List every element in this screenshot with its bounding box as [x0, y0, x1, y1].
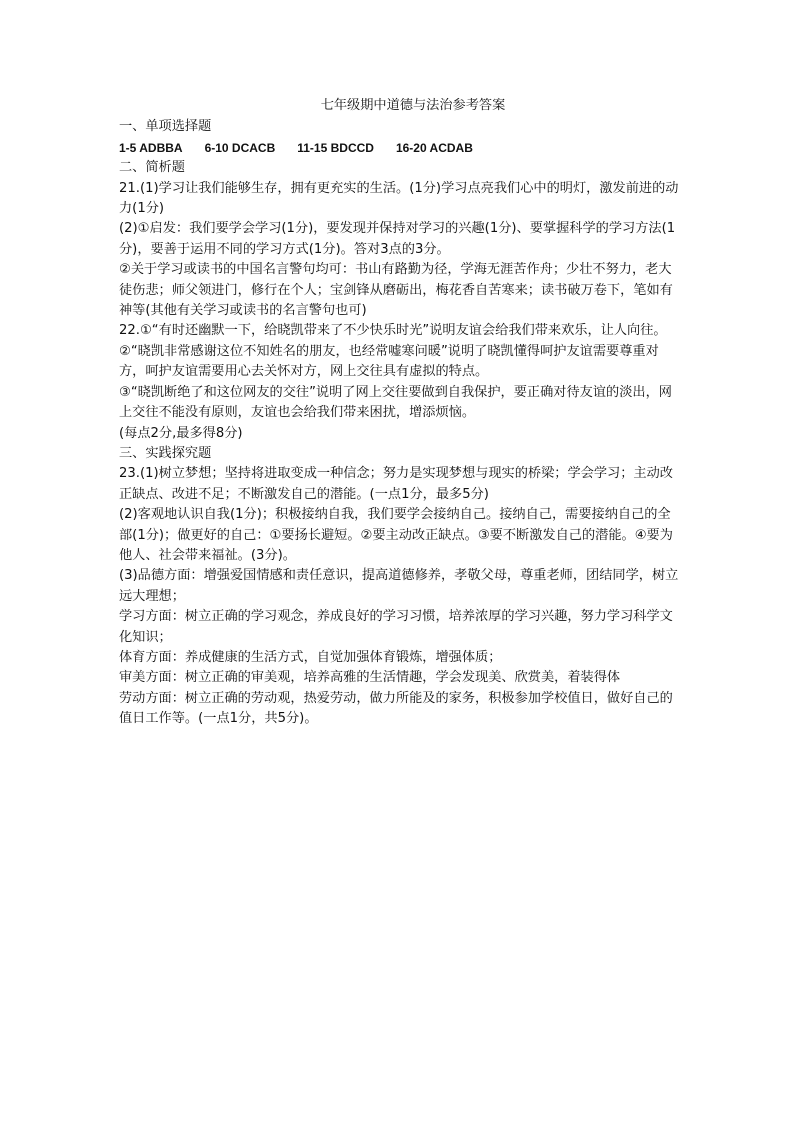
q23-study: 学习方面：树立正确的学习观念，养成良好的学习习惯，培养浓厚的学习兴趣，努力学习科学文化知识；: [119, 609, 673, 645]
q21-part1: 21.(1)学习让我们能够生存，拥有更充实的生活。(1分)学习点亮我们心中的明灯，激发前进的动力(1分): [119, 180, 679, 217]
q21-quotes: ②关于学习或读书的中国名言警句均可：书山有路勤为径，学海无涯苦作舟；少壮不努力，老大徒伤悲；师父领进门，修行在个人；宝剑锋从磨砺出，梅花香自苦寒来；读书破万卷下，笔如有神等(其他有关学习或读书的名言警句也可): [119, 262, 673, 319]
q23-part3-moral: (3)品德方面：增强爱国情感和责任意识，提高道德修养，孝敬父母，尊重老师，团结同学，树立远大理想；: [119, 568, 679, 604]
q21-part2: (2)①启发：我们要学会学习(1分)，要发现并保持对学习的兴趣(1分)、要掌握科学的学习方法(1分)，要善于运用不同的学习方式(1分)。答对3点的3分。: [119, 221, 676, 257]
section-heading-practice: 三、实践探究题: [119, 445, 212, 461]
section-heading-choice: 一、单项选择题: [119, 119, 212, 135]
answer-group-11-15: 11-15 BDCCD: [297, 140, 374, 155]
answer-group-6-10: 6-10 DCACB: [204, 140, 276, 155]
q23-aesthetics: 审美方面：树立正确的审美观，培养高雅的生活情趣，学会发现美、欣赏美，着装得体: [119, 670, 621, 686]
q23-part2: (2)客观地认识自我(1分)；积极接纳自我，我们要学会接纳自己。接纳自己，需要接纳自己的全部(1分)；做更好的自己：①要扬长避短。②要主动改正缺点。③要不断激发自己的潜能。④要为他人、社会带来福祉。(3分)。: [119, 507, 673, 563]
q23-part1: 23.(1)树立梦想；坚持将进取变成一种信念；努力是实现梦想与现实的桥梁；学会学习；主动改正缺点、改进不足；不断激发自己的潜能。(一点1分，最多5分): [119, 466, 673, 502]
q22-point2: ②“晓凯非常感谢这位不知姓名的朋友，也经常嘘寒问暖”说明了晓凯懂得呵护友谊需要尊重对方，呵护友谊需要用心去关怀对方，网上交往具有虚拟的特点。: [119, 343, 659, 380]
q22-point1: 22.①“有时还幽默一下，给晓凯带来了不少快乐时光”说明友谊会给我们带来欢乐，让人向往。: [119, 323, 667, 339]
q22-point3: ③“晓凯断绝了和这位网友的交往”说明了网上交往要做到自我保护，要正确对待友谊的淡出，网上交往不能没有原则，友谊也会给我们带来困扰，增添烦恼。: [119, 384, 672, 421]
section-heading-analysis: 二、简析题: [119, 160, 185, 176]
q23-sports: 体育方面：养成健康的生活方式，自觉加强体育锻炼，增强体质；: [119, 649, 502, 665]
answer-group-16-20: 16-20 ACDAB: [395, 140, 473, 155]
answer-document: [119, 96, 679, 730]
choice-answers-row: [119, 138, 679, 158]
answer-group-1-5: 1-5 ADBBA: [119, 140, 183, 155]
page-title: 七年级期中道德与法治参考答案: [320, 98, 506, 113]
q23-labor: 劳动方面：树立正确的劳动观，热爱劳动，做力所能及的家务，积极参加学校值日，做好自己的值日工作等。(一点1分，共5分)。: [119, 690, 673, 727]
q22-scoring: (每点2分,最多得8分): [119, 425, 243, 441]
